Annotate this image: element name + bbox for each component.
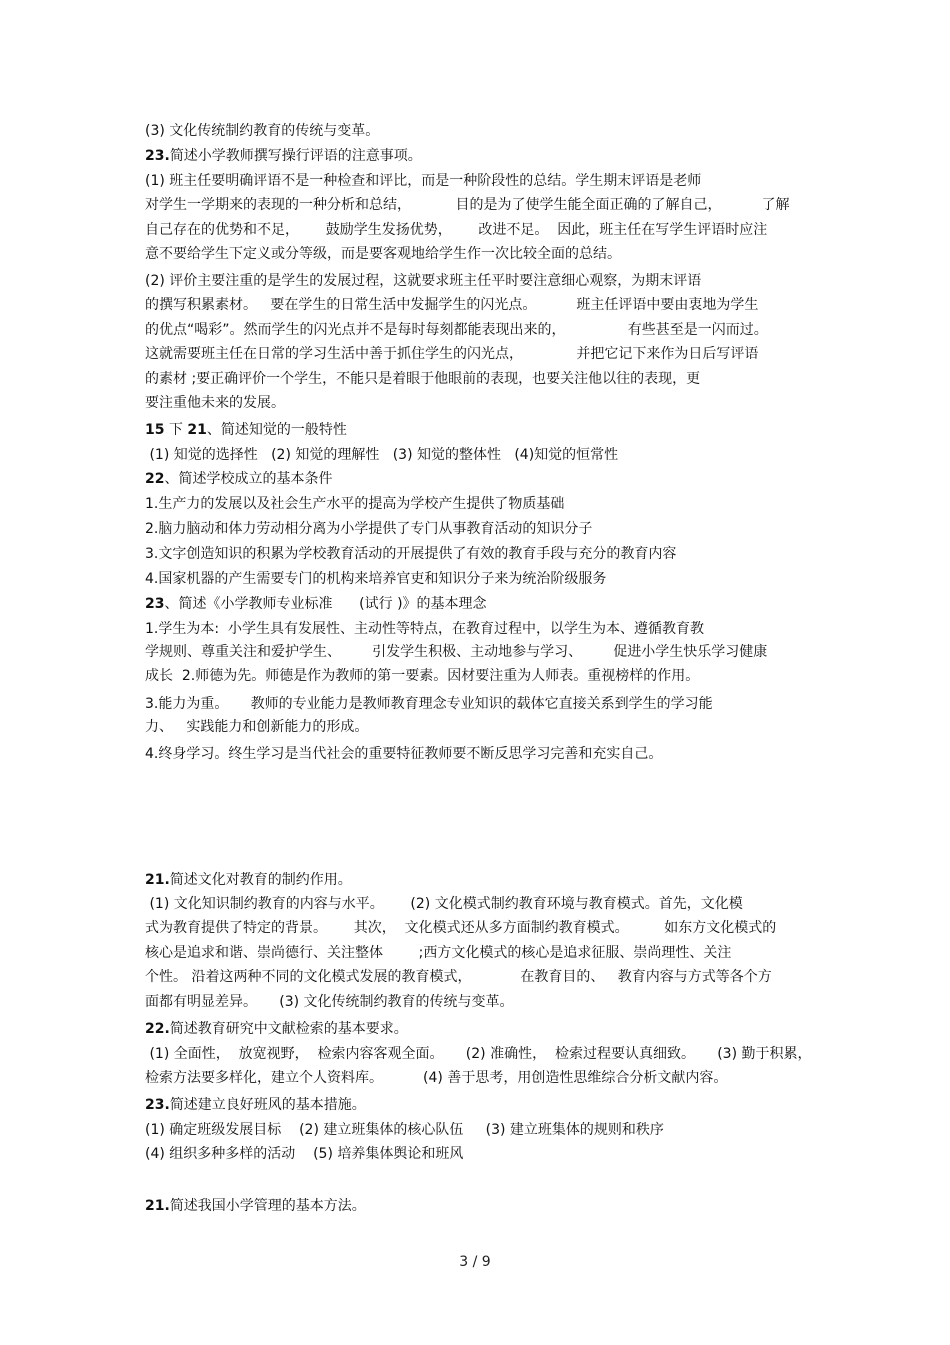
question-heading (145, 147, 422, 165)
question-number: 21 (187, 422, 207, 438)
text-line: 的素材 ;要正确评价一个学生，不能只是着眼于他眼前的表现，也要关注他以往的表现，更 (145, 371, 701, 387)
text-line: (1) 全面性， 放宽视野， 检索内容客观全面。 (2) 准确性， 检索过程要认真细致。 (3) 勤于积累， (145, 1046, 812, 1062)
text-line: 要注重他未来的发展。 (145, 395, 285, 411)
text-line: 对学生一学期来的表现的一种分析和总结， 目的是为了使学生能全面正确的了解自己， 了解 (145, 197, 790, 213)
question-text: 、简述学校成立的基本条件 (164, 471, 333, 487)
text-line: 自己存在的优势和不足， 鼓励学生发扬优势， 改进不足。 因此，班主任在写学生评语时应注 (145, 222, 768, 238)
question-number: 23 (145, 596, 165, 612)
question-text: 简述教育研究中文献检索的基本要求。 (169, 1021, 408, 1037)
question-heading (145, 871, 352, 889)
question-heading (145, 470, 332, 488)
text-line: 核心是追求和谐、崇尚德行、关注整体 ;西方文化模式的核心是追求征服、崇尚理性、关注 (145, 945, 732, 961)
text-line: 成长 2.师德为先。师德是作为教师的第一要素。因材要注重为人师表。重视榜样的作用。 (145, 668, 700, 684)
question-number: 22 (145, 471, 165, 487)
question-number: 22. (145, 1021, 170, 1037)
text-line: 个性。 沿着这两种不同的文化模式发展的教育模式， 在教育目的、 教育内容与方式等各个方 (145, 969, 772, 985)
text-line: (3) 文化传统制约教育的传统与变革。 (145, 123, 380, 139)
text-line: 面都有明显差异。 (3) 文化传统制约教育的传统与变革。 (145, 994, 514, 1010)
question-number: 15 (145, 422, 165, 438)
question-heading (145, 595, 487, 613)
text-line: (1) 确定班级发展目标 (2) 建立班集体的核心队伍 (3) 建立班集体的规则和秩序 (145, 1122, 664, 1138)
text-line: 力、 实践能力和创新能力的形成。 (145, 719, 369, 735)
question-number: 23. (145, 1097, 170, 1113)
text-line: 意不要给学生下定义或分等级，而是要客观地给学生作一次比较全面的总结。 (145, 246, 621, 262)
text-line: 3.能力为重。 教师的专业能力是教师教育理念专业知识的载体它直接关系到学生的学习能 (145, 696, 713, 712)
text-line: 3.文字创造知识的积累为学校教育活动的开展提供了有效的教育手段与充分的教育内容 (145, 546, 677, 562)
text-line: 1.学生为本: 小学生具有发展性、主动性等特点，在教育过程中，以学生为本、遵循教育教 (145, 621, 704, 637)
text-line: 检索方法要多样化，建立个人资料库。 (4) 善于思考，用创造性思维综合分析文献内容。 (145, 1070, 728, 1086)
question-text: 简述小学教师撰写操行评语的注意事项。 (169, 148, 422, 164)
question-heading (145, 421, 347, 439)
text-line: 的优点“喝彩”。然而学生的闪光点并不是每时每刻都能表现出来的， 有些甚至是一闪而过。 (145, 322, 768, 338)
question-number: 21. (145, 872, 170, 888)
text-line: 1.生产力的发展以及社会生产水平的提高为学校产生提供了物质基础 (145, 496, 565, 512)
text-line: 的撰写积累素材。 要在学生的日常生活中发掘学生的闪光点。 班主任评语中要由衷地为学生 (145, 297, 759, 313)
text-line: 式为教育提供了特定的背景。 其次， 文化模式还从多方面制约教育模式。 如东方文化模式的 (145, 920, 777, 936)
text-line: (1) 文化知识制约教育的内容与水平。 (2) 文化模式制约教育环境与教育模式。首先，文化模 (145, 896, 743, 912)
text-line: 4.国家机器的产生需要专门的机构来培养官吏和知识分子来为统治阶级服务 (145, 571, 607, 587)
question-text: 简述我国小学管理的基本方法。 (169, 1198, 366, 1214)
question-number: 23. (145, 148, 170, 164)
question-number: 21. (145, 1198, 170, 1214)
text-line: 4.终身学习。终生学习是当代社会的重要特征教师要不断反思学习完善和充实自己。 (145, 746, 663, 762)
question-heading (145, 1096, 366, 1114)
question-heading (145, 1020, 408, 1038)
text-line: (1) 班主任要明确评语不是一种检查和评比，而是一种阶段性的总结。学生期末评语是老师 (145, 173, 702, 189)
text-line: (2) 评价主要注重的是学生的发展过程，这就要求班主任平时要注意细心观察，为期末评语 (145, 273, 702, 289)
question-text: 下 (164, 422, 188, 438)
question-heading (145, 1197, 366, 1215)
text-line: (1) 知觉的选择性 (2) 知觉的理解性 (3) 知觉的整体性 (4)知觉的恒常性 (145, 447, 619, 463)
question-text: 简述建立良好班风的基本措施。 (169, 1097, 366, 1113)
question-text: 简述文化对教育的制约作用。 (169, 872, 352, 888)
question-text: 、简述《小学教师专业标准 (试行 )》的基本理念 (164, 596, 487, 612)
text-line: 2.脑力脑动和体力劳动相分离为小学提供了专门从事教育活动的知识分子 (145, 521, 593, 537)
page-number: 3 / 9 (459, 1254, 491, 1270)
text-line: (4) 组织多种多样的活动 (5) 培养集体舆论和班风 (145, 1146, 464, 1162)
question-text: 、简述知觉的一般特性 (206, 422, 347, 438)
text-line: 学规则、尊重关注和爱护学生、 引发学生积极、主动地参与学习、 促进小学生快乐学习健康 (145, 644, 768, 660)
text-line: 这就需要班主任在日常的学习生活中善于抓住学生的闪光点， 并把它记下来作为日后写评语 (145, 346, 759, 362)
